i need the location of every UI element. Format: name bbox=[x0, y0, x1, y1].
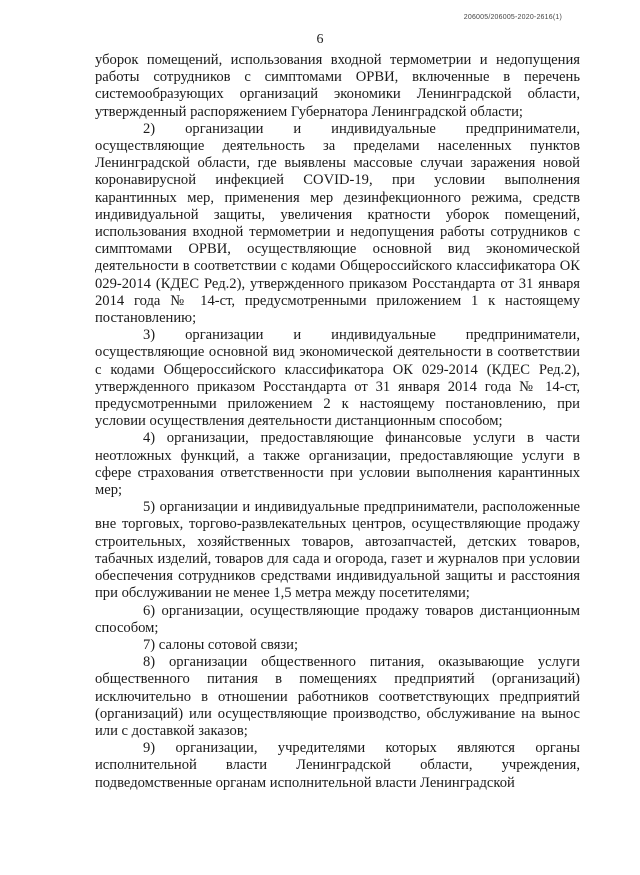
list-item-6: 6) организации, осуществляющие продажу товаров дистанционным способом; bbox=[95, 602, 580, 636]
document-number: 206005/206005-2020-2616(1) bbox=[463, 14, 562, 21]
list-item-2: 2) организации и индивидуальные предприниматели, осуществляющие деятельность за пределами населенных пунктов Ленинградской области, где выявлены массовые случаи заражения новой коронавирусной инфекцией COVID-19, при условии выполнения карантинных мер, применения мер дезинфекционного режима, средств индивидуальной защиты, увеличения кратности уборок помещений, использования входной термометрии и недопущения работы сотрудников с симптомами ОРВИ, осуществляющие основной вид экономической деятельности в соответствии с кодами Общероссийского классификатора ОК 029-2014 (КДЕС Ред.2), утвержденного приказом Росстандарта от 31 января 2014 года № 14-ст, предусмотренными приложением 1 к настоящему постановлению; bbox=[95, 120, 580, 327]
list-item-5: 5) организации и индивидуальные предприниматели, расположенные вне торговых, торгово-развлекательных центров, осуществляющие продажу строительных, хозяйственных товаров, автозапчастей, детских товаров, табачных изделий, товаров для сада и огорода, газет и журналов при условии обеспечения сотрудников средствами индивидуальной защиты и расстояния при обслуживании не менее 1,5 метра между посетителями; bbox=[95, 499, 580, 602]
list-item-3: 3) организации и индивидуальные предприниматели, осуществляющие основной вид экономической деятельности в соответствии с кодами Общероссийского классификатора ОК 029-2014 (КДЕС Ред.2), утвержденного приказом Росстандарта от 31 января 2014 года № 14-ст, предусмотренными приложением 2 к настоящему постановлению, при условии осуществления деятельности дистанционным способом; bbox=[95, 327, 580, 430]
list-item-9: 9) организации, учредителями которых являются органы исполнительной власти Ленинградской области, учреждения, подведомственные органам исполнительной власти Ленинградской bbox=[95, 740, 580, 791]
page-number: 6 bbox=[316, 32, 324, 47]
list-item-4: 4) организации, предоставляющие финансовые услуги в части неотложных функций, а также организации, предоставляющие услуги в сфере страхования ответственности при условии выполнения карантинных мер; bbox=[95, 430, 580, 499]
document-body bbox=[95, 52, 580, 792]
list-item-7: 7) салоны сотовой связи; bbox=[143, 636, 299, 653]
list-item-8: 8) организации общественного питания, оказывающие услуги общественного питания в помещениях предприятий (организаций) исключительно в отношении работников соответствующих предприятий (организаций) или осуществляющие производство, обслуживание на вынос или с доставкой заказов; bbox=[95, 654, 580, 739]
paragraph-continuation: уборок помещений, использования входной термометрии и недопущения работы сотрудников с симптомами ОРВИ, включенные в перечень системообразующих организаций экономики Ленинградской области, утвержденный распоряжением Губернатора Ленинградской области; bbox=[95, 52, 580, 120]
